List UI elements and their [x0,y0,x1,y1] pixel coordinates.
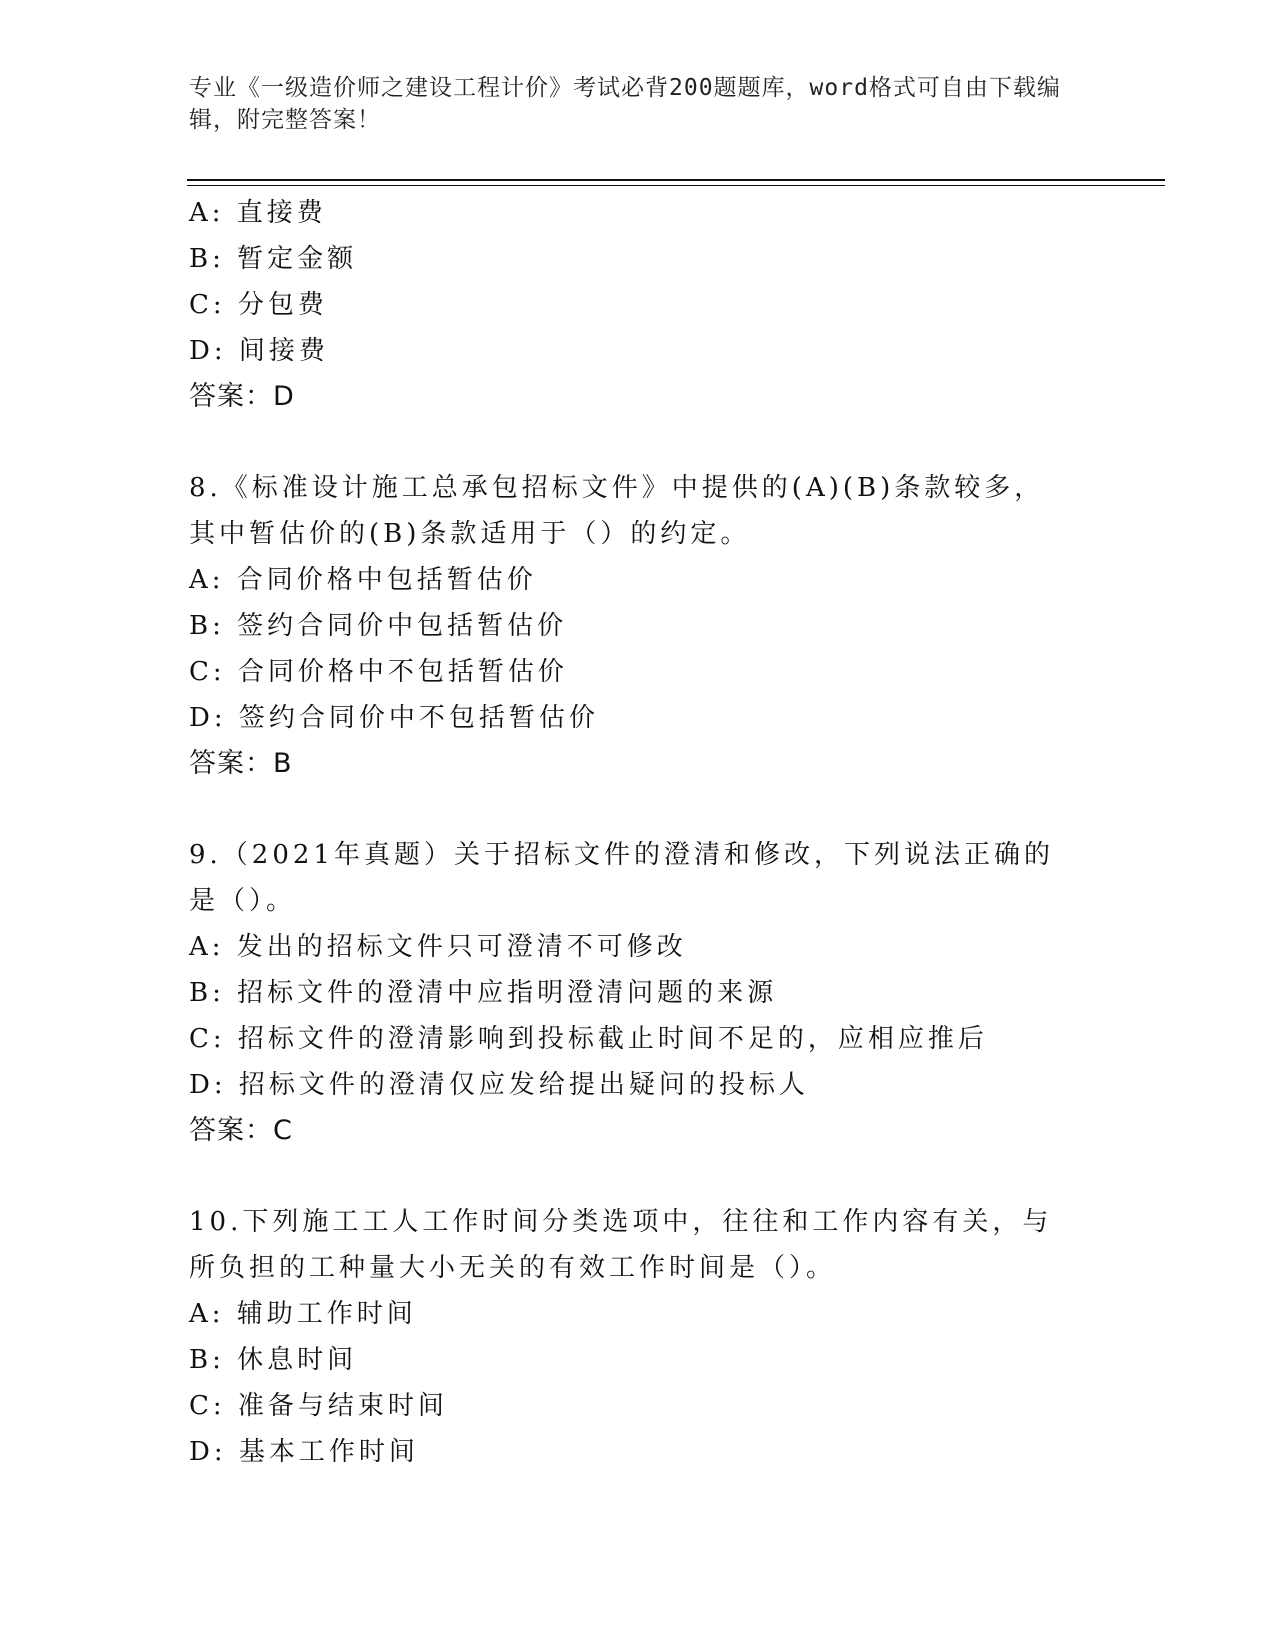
question-7-continued [189,190,1089,420]
option-d: D: 签约合同价中不包括暂估价 [189,703,599,733]
option-b: B: 休息时间 [189,1345,358,1375]
answer-line: 答案：C [189,1115,293,1146]
question-8 [189,465,1089,787]
option-d: D: 间接费 [189,336,329,366]
option-d: D: 基本工作时间 [189,1437,419,1467]
question-stem: 10.下列施工工人工作时间分类选项中，往往和工作内容有关，与所负担的工种量大小无关的有效工作时间是（）。 [189,1207,1053,1283]
option-a: A: 直接费 [189,198,327,228]
question-stem: 9.（2021年真题）关于招标文件的澄清和修改，下列说法正确的是（）。 [189,840,1054,916]
option-a: A: 发出的招标文件只可澄清不可修改 [189,932,687,962]
question-10 [189,1199,1089,1475]
option-c: C: 分包费 [189,290,328,320]
option-c: C: 招标文件的澄清影响到投标截止时间不足的，应相应推后 [189,1024,988,1054]
option-b: B: 暂定金额 [189,244,358,274]
answer-line: 答案：D [189,381,295,412]
option-b: B: 签约合同价中包括暂估价 [189,611,568,641]
option-b: B: 招标文件的澄清中应指明澄清问题的来源 [189,978,778,1008]
option-c: C: 准备与结束时间 [189,1391,448,1421]
answer-line: 答案：B [189,748,293,779]
header-divider-thick [187,179,1165,181]
option-a: A: 辅助工作时间 [189,1299,417,1329]
option-c: C: 合同价格中不包括暂估价 [189,657,568,687]
header-divider-thin [187,185,1165,186]
question-9 [189,832,1089,1154]
option-d: D: 招标文件的澄清仅应发给提出疑问的投标人 [189,1070,809,1100]
document-header: 专业《一级造价师之建设工程计价》考试必背200题题库，word格式可自由下载编辑，附完整答案！ [189,75,1061,133]
question-stem: 8.《标准设计施工总承包招标文件》中提供的(A)(B)条款较多，其中暂估价的(B)条款适用于（）的约定。 [189,473,1045,549]
option-a: A: 合同价格中包括暂估价 [189,565,537,595]
question-list [189,190,1089,1475]
